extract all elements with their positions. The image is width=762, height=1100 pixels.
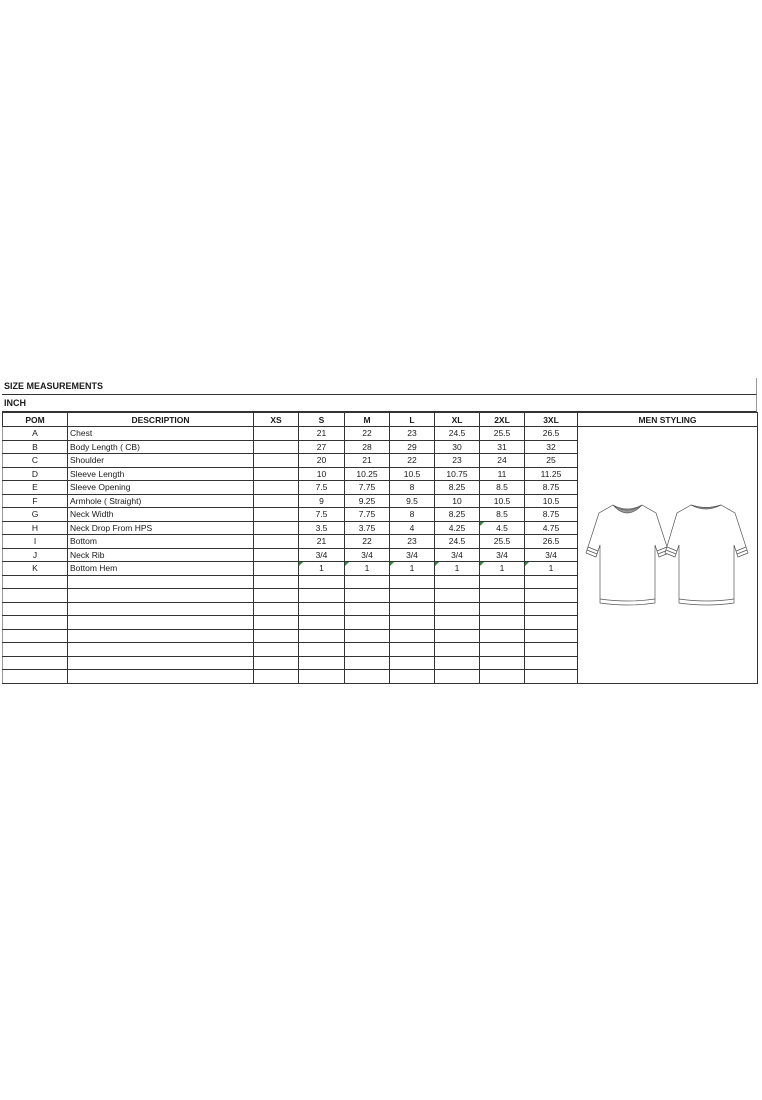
description-cell[interactable]: Neck Rib — [68, 548, 254, 562]
size-cell-3xl[interactable]: 25 — [525, 454, 578, 468]
size-cell-3xl[interactable] — [525, 629, 578, 643]
description-cell[interactable]: Neck Width — [68, 508, 254, 522]
size-cell-m[interactable] — [345, 656, 390, 670]
size-cell-xl[interactable]: 24.5 — [435, 535, 480, 549]
size-cell-3xl[interactable] — [525, 575, 578, 589]
size-cell-l[interactable]: 10.5 — [390, 467, 435, 481]
size-cell-xs[interactable] — [254, 467, 299, 481]
description-cell[interactable]: Bottom Hem — [68, 562, 254, 576]
size-cell-2xl[interactable]: 24 — [480, 454, 525, 468]
size-cell-l[interactable]: 23 — [390, 427, 435, 441]
pom-cell[interactable] — [3, 602, 68, 616]
description-cell[interactable]: Body Length ( CB) — [68, 440, 254, 454]
size-cell-xl[interactable] — [435, 629, 480, 643]
header-size-xl[interactable]: XL — [435, 413, 480, 427]
size-cell-m[interactable] — [345, 589, 390, 603]
size-cell-s[interactable]: 3/4 — [299, 548, 345, 562]
unit-label[interactable]: INCH — [2, 395, 757, 412]
size-cell-m[interactable]: 1 — [345, 562, 390, 576]
size-cell-xs[interactable] — [254, 521, 299, 535]
size-cell-2xl[interactable] — [480, 575, 525, 589]
description-cell[interactable] — [68, 656, 254, 670]
size-cell-s[interactable] — [299, 656, 345, 670]
size-cell-3xl[interactable]: 8.75 — [525, 508, 578, 522]
size-cell-xl[interactable]: 10.75 — [435, 467, 480, 481]
pom-cell[interactable] — [3, 670, 68, 684]
size-cell-s[interactable]: 7.5 — [299, 481, 345, 495]
size-cell-s[interactable]: 7.5 — [299, 508, 345, 522]
size-cell-3xl[interactable] — [525, 602, 578, 616]
header-size-s[interactable]: S — [299, 413, 345, 427]
size-cell-m[interactable]: 22 — [345, 427, 390, 441]
size-cell-l[interactable]: 23 — [390, 535, 435, 549]
size-cell-m[interactable]: 7.75 — [345, 508, 390, 522]
size-cell-xs[interactable] — [254, 643, 299, 657]
description-cell[interactable] — [68, 575, 254, 589]
pom-cell[interactable]: D — [3, 467, 68, 481]
size-cell-xl[interactable] — [435, 670, 480, 684]
description-cell[interactable] — [68, 629, 254, 643]
size-cell-l[interactable] — [390, 616, 435, 630]
size-cell-l[interactable] — [390, 575, 435, 589]
header-size-l[interactable]: L — [390, 413, 435, 427]
size-cell-l[interactable] — [390, 602, 435, 616]
pom-cell[interactable]: H — [3, 521, 68, 535]
size-cell-2xl[interactable] — [480, 602, 525, 616]
size-cell-2xl[interactable] — [480, 643, 525, 657]
size-cell-3xl[interactable] — [525, 643, 578, 657]
size-cell-2xl[interactable]: 8.5 — [480, 481, 525, 495]
pom-cell[interactable]: K — [3, 562, 68, 576]
size-cell-m[interactable] — [345, 643, 390, 657]
size-cell-xs[interactable] — [254, 589, 299, 603]
size-cell-3xl[interactable]: 8.75 — [525, 481, 578, 495]
size-cell-s[interactable] — [299, 670, 345, 684]
size-cell-l[interactable] — [390, 670, 435, 684]
measurement-table — [2, 412, 758, 684]
size-cell-xl[interactable]: 3/4 — [435, 548, 480, 562]
size-cell-m[interactable]: 28 — [345, 440, 390, 454]
header-size-3xl[interactable]: 3XL — [525, 413, 578, 427]
size-cell-3xl[interactable]: 10.5 — [525, 494, 578, 508]
size-cell-xl[interactable]: 23 — [435, 454, 480, 468]
size-cell-m[interactable] — [345, 629, 390, 643]
description-cell[interactable] — [68, 643, 254, 657]
size-cell-l[interactable] — [390, 589, 435, 603]
size-cell-l[interactable]: 3/4 — [390, 548, 435, 562]
size-cell-2xl[interactable] — [480, 629, 525, 643]
size-cell-3xl[interactable]: 26.5 — [525, 535, 578, 549]
size-cell-3xl[interactable] — [525, 670, 578, 684]
size-cell-xs[interactable] — [254, 494, 299, 508]
size-cell-s[interactable]: 10 — [299, 467, 345, 481]
description-cell[interactable] — [68, 670, 254, 684]
size-cell-2xl[interactable] — [480, 616, 525, 630]
size-cell-3xl[interactable]: 4.75 — [525, 521, 578, 535]
size-cell-2xl[interactable] — [480, 670, 525, 684]
size-cell-2xl[interactable] — [480, 656, 525, 670]
size-cell-xl[interactable]: 30 — [435, 440, 480, 454]
size-cell-s[interactable]: 21 — [299, 535, 345, 549]
size-cell-xs[interactable] — [254, 440, 299, 454]
pom-cell[interactable] — [3, 616, 68, 630]
size-cell-l[interactable]: 29 — [390, 440, 435, 454]
size-cell-l[interactable] — [390, 643, 435, 657]
size-cell-l[interactable]: 8 — [390, 508, 435, 522]
size-cell-l[interactable]: 22 — [390, 454, 435, 468]
size-cell-xl[interactable] — [435, 602, 480, 616]
description-cell[interactable]: Armhole ( Straight) — [68, 494, 254, 508]
header-size-m[interactable]: M — [345, 413, 390, 427]
size-cell-3xl[interactable]: 11.25 — [525, 467, 578, 481]
pom-cell[interactable]: B — [3, 440, 68, 454]
header-description[interactable]: DESCRIPTION — [68, 413, 254, 427]
pom-cell[interactable]: F — [3, 494, 68, 508]
pom-cell[interactable]: E — [3, 481, 68, 495]
size-cell-s[interactable] — [299, 575, 345, 589]
header-men-styling[interactable]: MEN STYLING — [578, 413, 758, 427]
size-cell-m[interactable] — [345, 602, 390, 616]
size-cell-xl[interactable]: 24.5 — [435, 427, 480, 441]
size-cell-xs[interactable] — [254, 427, 299, 441]
size-cell-xs[interactable] — [254, 535, 299, 549]
size-cell-xl[interactable]: 8.25 — [435, 508, 480, 522]
size-cell-3xl[interactable]: 3/4 — [525, 548, 578, 562]
size-cell-xs[interactable] — [254, 629, 299, 643]
size-cell-s[interactable] — [299, 643, 345, 657]
pom-cell[interactable] — [3, 656, 68, 670]
size-cell-2xl[interactable]: 8.5 — [480, 508, 525, 522]
size-cell-3xl[interactable] — [525, 589, 578, 603]
pom-cell[interactable] — [3, 629, 68, 643]
size-cell-2xl[interactable]: 3/4 — [480, 548, 525, 562]
size-cell-l[interactable] — [390, 656, 435, 670]
size-cell-m[interactable]: 3.75 — [345, 521, 390, 535]
size-cell-m[interactable]: 9.25 — [345, 494, 390, 508]
size-cell-2xl[interactable]: 11 — [480, 467, 525, 481]
description-cell[interactable]: Neck Drop From HPS — [68, 521, 254, 535]
size-cell-xs[interactable] — [254, 562, 299, 576]
size-cell-xs[interactable] — [254, 575, 299, 589]
pom-cell[interactable]: J — [3, 548, 68, 562]
size-cell-m[interactable] — [345, 575, 390, 589]
size-cell-m[interactable]: 21 — [345, 454, 390, 468]
pom-cell[interactable] — [3, 575, 68, 589]
size-measurement-sheet — [2, 378, 757, 684]
size-cell-xl[interactable] — [435, 575, 480, 589]
size-cell-xs[interactable] — [254, 670, 299, 684]
description-cell[interactable]: Sleeve Opening — [68, 481, 254, 495]
size-cell-s[interactable]: 9 — [299, 494, 345, 508]
table-row — [3, 427, 758, 441]
size-cell-s[interactable] — [299, 602, 345, 616]
pom-cell[interactable] — [3, 589, 68, 603]
size-cell-xs[interactable] — [254, 508, 299, 522]
description-cell[interactable]: Sleeve Length — [68, 467, 254, 481]
size-cell-s[interactable] — [299, 629, 345, 643]
size-cell-m[interactable] — [345, 616, 390, 630]
size-cell-2xl[interactable]: 10.5 — [480, 494, 525, 508]
size-cell-m[interactable]: 3/4 — [345, 548, 390, 562]
pom-cell[interactable]: A — [3, 427, 68, 441]
size-cell-xl[interactable] — [435, 643, 480, 657]
header-row — [3, 413, 758, 427]
size-cell-m[interactable]: 10.25 — [345, 467, 390, 481]
size-cell-xl[interactable] — [435, 589, 480, 603]
size-cell-s[interactable]: 1 — [299, 562, 345, 576]
size-cell-xl[interactable]: 10 — [435, 494, 480, 508]
size-cell-3xl[interactable]: 1 — [525, 562, 578, 576]
men-styling-image-cell[interactable] — [578, 427, 758, 684]
header-pom[interactable]: POM — [3, 413, 68, 427]
description-cell[interactable]: Chest — [68, 427, 254, 441]
size-cell-s[interactable] — [299, 589, 345, 603]
size-cell-s[interactable]: 3.5 — [299, 521, 345, 535]
size-cell-m[interactable]: 7.75 — [345, 481, 390, 495]
size-cell-l[interactable] — [390, 629, 435, 643]
size-cell-l[interactable]: 1 — [390, 562, 435, 576]
pom-cell[interactable]: G — [3, 508, 68, 522]
size-cell-s[interactable] — [299, 616, 345, 630]
header-size-2xl[interactable]: 2XL — [480, 413, 525, 427]
size-cell-l[interactable]: 9.5 — [390, 494, 435, 508]
size-cell-3xl[interactable]: 32 — [525, 440, 578, 454]
pom-cell[interactable] — [3, 643, 68, 657]
size-cell-2xl[interactable]: 4.5 — [480, 521, 525, 535]
tshirt-front-back-sketch-icon — [583, 495, 753, 615]
size-cell-xs[interactable] — [254, 616, 299, 630]
size-cell-xs[interactable] — [254, 454, 299, 468]
size-cell-xs[interactable] — [254, 656, 299, 670]
size-cell-l[interactable]: 8 — [390, 481, 435, 495]
size-cell-s[interactable]: 27 — [299, 440, 345, 454]
size-cell-2xl[interactable]: 25.5 — [480, 535, 525, 549]
size-cell-xl[interactable] — [435, 656, 480, 670]
header-size-xs[interactable]: XS — [254, 413, 299, 427]
size-cell-2xl[interactable] — [480, 589, 525, 603]
pom-cell[interactable]: I — [3, 535, 68, 549]
size-cell-xs[interactable] — [254, 602, 299, 616]
description-cell[interactable] — [68, 602, 254, 616]
size-cell-l[interactable]: 4 — [390, 521, 435, 535]
size-cell-3xl[interactable] — [525, 616, 578, 630]
description-cell[interactable]: Shoulder — [68, 454, 254, 468]
size-cell-s[interactable]: 21 — [299, 427, 345, 441]
size-cell-xl[interactable]: 4.25 — [435, 521, 480, 535]
description-cell[interactable]: Bottom — [68, 535, 254, 549]
size-cell-2xl[interactable]: 31 — [480, 440, 525, 454]
size-cell-xl[interactable]: 1 — [435, 562, 480, 576]
size-cell-m[interactable]: 22 — [345, 535, 390, 549]
pom-cell[interactable]: C — [3, 454, 68, 468]
size-cell-xs[interactable] — [254, 481, 299, 495]
description-cell[interactable] — [68, 589, 254, 603]
size-cell-3xl[interactable]: 26.5 — [525, 427, 578, 441]
size-cell-3xl[interactable] — [525, 656, 578, 670]
size-cell-2xl[interactable]: 25.5 — [480, 427, 525, 441]
description-cell[interactable] — [68, 616, 254, 630]
size-cell-2xl[interactable]: 1 — [480, 562, 525, 576]
size-cell-m[interactable] — [345, 670, 390, 684]
size-cell-xl[interactable]: 8.25 — [435, 481, 480, 495]
size-cell-xs[interactable] — [254, 548, 299, 562]
sheet-title[interactable]: SIZE MEASUREMENTS — [2, 378, 757, 395]
size-cell-xl[interactable] — [435, 616, 480, 630]
size-cell-s[interactable]: 20 — [299, 454, 345, 468]
